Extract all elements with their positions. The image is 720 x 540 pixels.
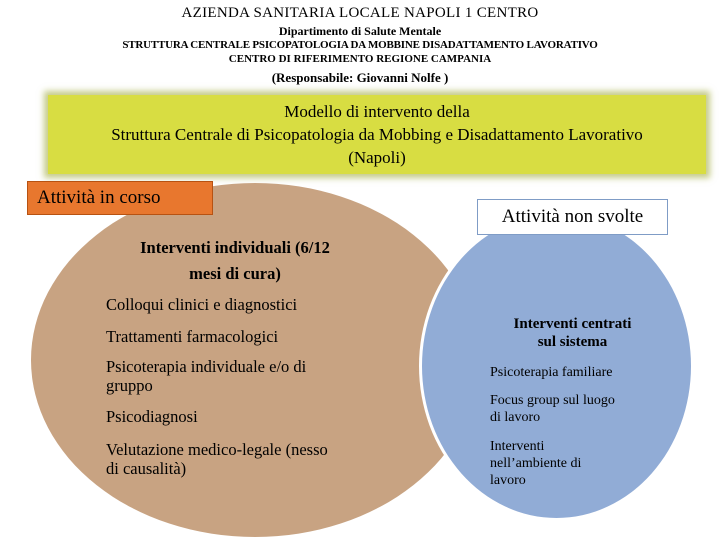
system-title-line-2: sul sistema: [537, 334, 608, 350]
structure-title: STRUTTURA CENTRALE PSICOPATOLOGIA DA MOBBINE DISADATTAMENTO LAVORATIVO: [122, 39, 598, 51]
responsabile-line: (Responsabile: Giovanni Nolfe ): [271, 70, 449, 85]
right-list-item: [490, 392, 615, 426]
right-list-item-line: di lavoro: [490, 410, 541, 425]
system-title-line-1: Interventi centrati: [513, 316, 632, 332]
centro-title: CENTRO DI RIFERIMENTO REGIONE CAMPANIA: [228, 53, 492, 65]
left-list-item: Psicodiagnosi: [106, 407, 198, 426]
left-list-item: Colloqui clinici e diagnostici: [106, 295, 298, 314]
model-banner: [48, 95, 706, 174]
right-list-item-line: Focus group sul luogo: [490, 393, 615, 408]
left-list-item: Trattamenti farmacologici: [106, 327, 279, 346]
right-list-item-line: Interventi: [490, 439, 545, 454]
org-title: AZIENDA SANITARIA LOCALE NAPOLI 1 CENTRO: [181, 5, 539, 21]
left-list-item-line: gruppo: [106, 376, 153, 395]
left-list-item: [106, 357, 306, 395]
banner-line-1: Modello di intervento della: [284, 102, 470, 121]
banner-line-3: (Napoli): [348, 148, 406, 167]
left-list-item-line: Velutazione medico-legale (nesso: [106, 440, 328, 459]
left-list-item-line: Psicoterapia individuale e/o di: [106, 357, 307, 376]
individual-title-line-1: Interventi individuali (6/12: [140, 238, 330, 257]
individual-title-line-2: mesi di cura): [189, 264, 281, 283]
right-list-item-line: nell’ambiente di: [490, 456, 582, 471]
right-list-item: [490, 438, 581, 489]
inactive-activities-label: Attività non svolte: [477, 199, 668, 235]
individual-interventions-title: [110, 235, 360, 287]
left-list-item: [106, 440, 328, 478]
active-activities-label: Attività in corso: [27, 181, 213, 215]
banner-line-2: Struttura Centrale di Psicopatologia da Mobbing e Disadattamento Lavorativo: [111, 125, 643, 144]
department-title: Dipartimento di Salute Mentale: [278, 24, 442, 38]
right-list-item-line: lavoro: [490, 473, 526, 488]
system-interventions-title: [480, 315, 665, 351]
right-list-item: Psicoterapia familiare: [490, 365, 613, 380]
left-list-item-line: di causalità): [106, 459, 187, 478]
